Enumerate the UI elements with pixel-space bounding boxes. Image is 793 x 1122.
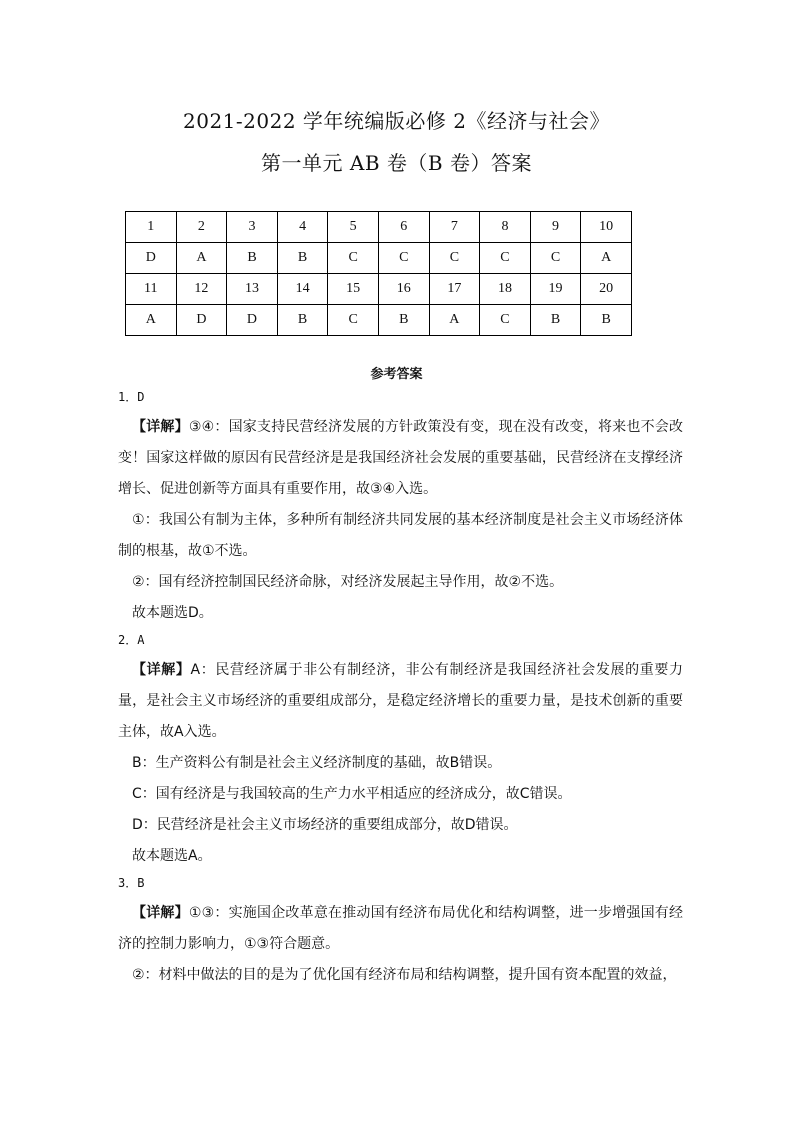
detail-tag: 【详解】 [132, 662, 191, 678]
question-detail [118, 655, 683, 748]
question-number-cell: 8 [480, 212, 531, 243]
answer-cell: C [328, 243, 379, 274]
answer-cell: C [328, 305, 379, 336]
explanation-line: D：民营经济是社会主义市场经济的重要组成部分，故D错误。 [132, 817, 518, 833]
answer-cell: C [480, 305, 531, 336]
conclusion-line: 故本题选D。 [132, 605, 213, 621]
question-detail [118, 898, 683, 960]
question-number-cell: 19 [530, 274, 581, 305]
answer-table [125, 211, 632, 336]
question-number-cell: 1 [126, 212, 177, 243]
detail-text: ③④：国家支持民营经济发展的方针政策没有变，现在没有改变，将来也不会改变！国家这样做的原因有民营经济是是我国经济社会发展的重要基础，民营经济在支撑经济增长、促进创新等方面具有重要作用，故③④入选。 [118, 419, 684, 497]
question-number-cell: 20 [581, 274, 632, 305]
answer-cell: B [227, 243, 278, 274]
document-subtitle: 第一单元 AB 卷（B 卷）答案 [261, 151, 532, 175]
question-number-cell: 16 [378, 274, 429, 305]
document-title: 2021-2022 学年统编版必修 2《经济与社会》 [183, 109, 610, 133]
question-number-cell: 11 [126, 274, 177, 305]
answer-cell: B [378, 305, 429, 336]
question-number-cell: 10 [581, 212, 632, 243]
question-number: 1．D [118, 390, 145, 404]
explanation-line: ②：材料中做法的目的是为了优化国有经济布局和结构调整，提升国有资本配置的效益， [132, 967, 677, 983]
answer-cell: C [480, 243, 531, 274]
explanation-line: ②：国有经济控制国民经济命脉，对经济发展起主导作用，故②不选。 [132, 574, 564, 590]
answer-cell: B [530, 305, 581, 336]
question-number-cell: 13 [227, 274, 278, 305]
question-number-cell: 15 [328, 274, 379, 305]
conclusion-line: 故本题选A。 [132, 848, 212, 864]
detail-tag: 【详解】 [132, 419, 189, 435]
question-number-cell: 5 [328, 212, 379, 243]
answer-cell: A [126, 305, 177, 336]
answer-row [126, 243, 632, 274]
answer-cell: A [581, 243, 632, 274]
detail-tag: 【详解】 [132, 905, 189, 921]
answer-cell: B [581, 305, 632, 336]
question-number-cell: 3 [227, 212, 278, 243]
question-number-row [126, 274, 632, 305]
question-number: 3．B [118, 876, 145, 890]
question-number-cell: 6 [378, 212, 429, 243]
explanation-line: ①：我国公有制为主体，多种所有制经济共同发展的基本经济制度是社会主义市场经济体制的根基，故①不选。 [118, 512, 683, 559]
detail-text: ①③：实施国企改革意在推动国有经济布局优化和结构调整，进一步增强国有经济的控制力影响力，①③符合题意。 [118, 905, 684, 952]
answer-cell: B [277, 243, 328, 274]
answer-cell: C [429, 243, 480, 274]
question-number-cell: 12 [176, 274, 227, 305]
answer-row [126, 305, 632, 336]
question-detail [118, 412, 683, 505]
question-number-cell: 17 [429, 274, 480, 305]
answer-cell: B [277, 305, 328, 336]
explanation-line: C：国有经济是与我国较高的生产力水平相适应的经济成分，故C错误。 [132, 786, 572, 802]
question-number-cell: 9 [530, 212, 581, 243]
reference-answer-heading: 参考答案 [370, 367, 423, 382]
question-number-cell: 14 [277, 274, 328, 305]
question-number: 2．A [118, 633, 145, 647]
answer-explanations [118, 386, 683, 991]
question-number-cell: 7 [429, 212, 480, 243]
question-number-cell: 18 [480, 274, 531, 305]
answer-cell: D [176, 305, 227, 336]
answer-cell: D [227, 305, 278, 336]
answer-cell: D [126, 243, 177, 274]
answer-cell: A [429, 305, 480, 336]
answer-cell: C [530, 243, 581, 274]
answer-cell: A [176, 243, 227, 274]
question-number-cell: 4 [277, 212, 328, 243]
question-number-cell: 2 [176, 212, 227, 243]
question-number-row [126, 212, 632, 243]
explanation-line: B：生产资料公有制是社会主义经济制度的基础，故B错误。 [132, 755, 502, 771]
detail-text: A：民营经济属于非公有制经济，非公有制经济是我国经济社会发展的重要力量，是社会主义市场经济的重要组成部分，是稳定经济增长的重要力量，是技术创新的重要主体，故A入选。 [118, 662, 684, 740]
answer-cell: C [378, 243, 429, 274]
